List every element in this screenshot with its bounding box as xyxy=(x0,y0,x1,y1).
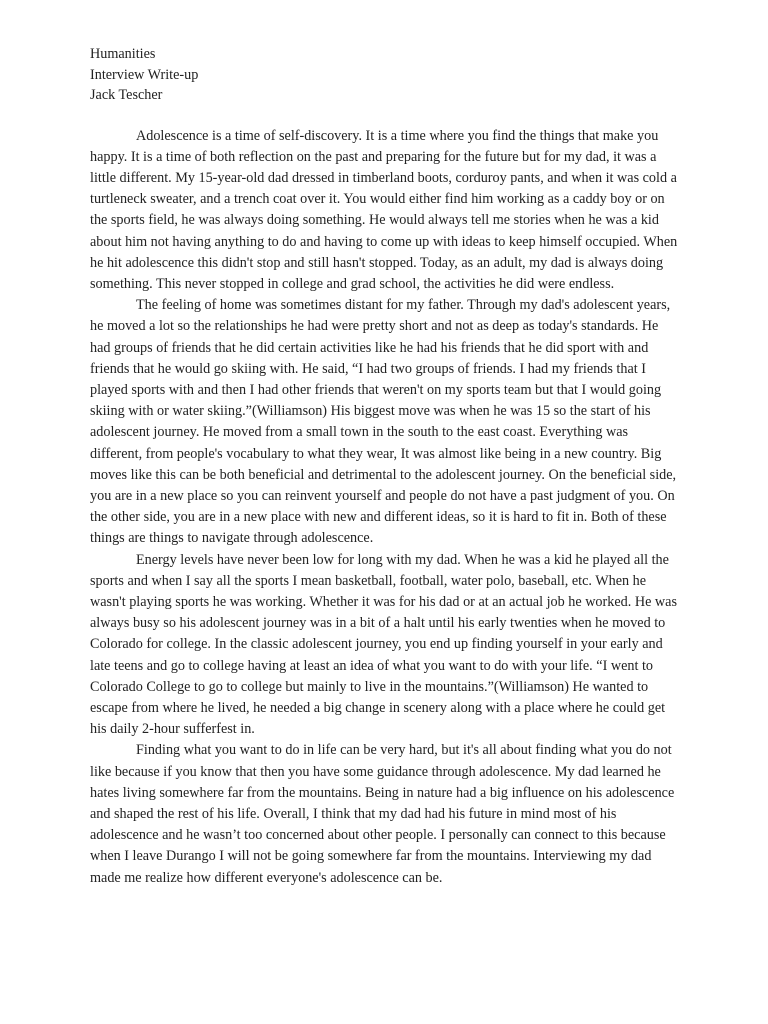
paragraph-2: The feeling of home was sometimes distant for my father. Through my dad's adolescent years, he moved a lot so the relationships he had were pretty short and not as deep as today's standards. He had groups of friends that he did certain activities like he had his friends that he did sport with and friends that he would go skiing with. He said, “I had two groups of friends. I had my friends that I played sports with and then I had other friends that weren't on my sports team but that I would going skiing with or water skiing.”(Williamson) His biggest move was when he was 15 so the start of his adolescent journey. He moved from a small town in the south to the east coast. Everything was different, from people's vocabulary to what they wear, It was almost like being in a new country. Big moves like this can be both beneficial and detrimental to the adolescent journey. On the beneficial side, you are in a new place so you can reinvent yourself and people do not have a past judgment of you. On the other side, you are in a new place with new and different ideas, so it is hard to fit in. Both of these things are things to navigate through adolescence. xyxy=(90,297,677,547)
document-body xyxy=(90,126,680,889)
paragraph-1: Adolescence is a time of self-discovery. It is a time where you find the things that make you happy. It is a time of both reflection on the past and preparing for the future but for my dad, it was a little different. My 15-year-old dad dressed in timberland boots, corduroy pants, and when it was cold a turtleneck sweater, and a trench coat over it. You would either find him working as a caddy boy or on the sports field, he was always doing something. He would always tell me stories when he was a kid about him not having anything to do and having to come up with ideas to keep himself occupied. When he hit adolescence this didn't stop and still hasn't stopped. Today, as an adult, my dad is always doing something. This never stopped in college and grad school, the activities he did were endless. xyxy=(90,127,678,292)
author-name: Jack Tescher xyxy=(90,87,163,103)
assignment-title: Interview Write-up xyxy=(90,66,199,83)
document-header xyxy=(90,44,680,106)
paragraph-3: Energy levels have never been low for long with my dad. When he was a kid he played all the sports and when I say all the sports I mean basketball, football, water polo, baseball, etc. When he wasn't playing sports he was working. Whether it was for his dad or at an actual job he worked. He was always busy so his adolescent journey was in a bit of a halt until his early twenties when he moved to Colorado for college. In the classic adolescent journey, you end up finding yourself in your early and late teens and go to college having at least an idea of what you want to do with your life. “I went to Colorado College to go to college but mainly to live in the mountains.”(Williamson) He wanted to escape from where he lived, he needed a big change in scenery along with a place where he could get his daily 2-hour sufferfest in. xyxy=(90,551,677,738)
course-name: Humanities xyxy=(90,46,156,62)
document-page xyxy=(90,44,680,889)
paragraph-4: Finding what you want to do in life can be very hard, but it's all about finding what you do not like because if you know that then you have some guidance through adolescence. My dad learned he hates living somewhere far from the mountains. Being in nature had a big influence on his adolescence and shaped the rest of his life. Overall, I think that my dad had his future in mind most of his adolescence and he wasn’t too concerned about other people. I personally can connect to this because when I leave Durango I will not be going somewhere far from the mountains. Interviewing my dad made me realize how different everyone's adolescence can be. xyxy=(90,742,675,886)
